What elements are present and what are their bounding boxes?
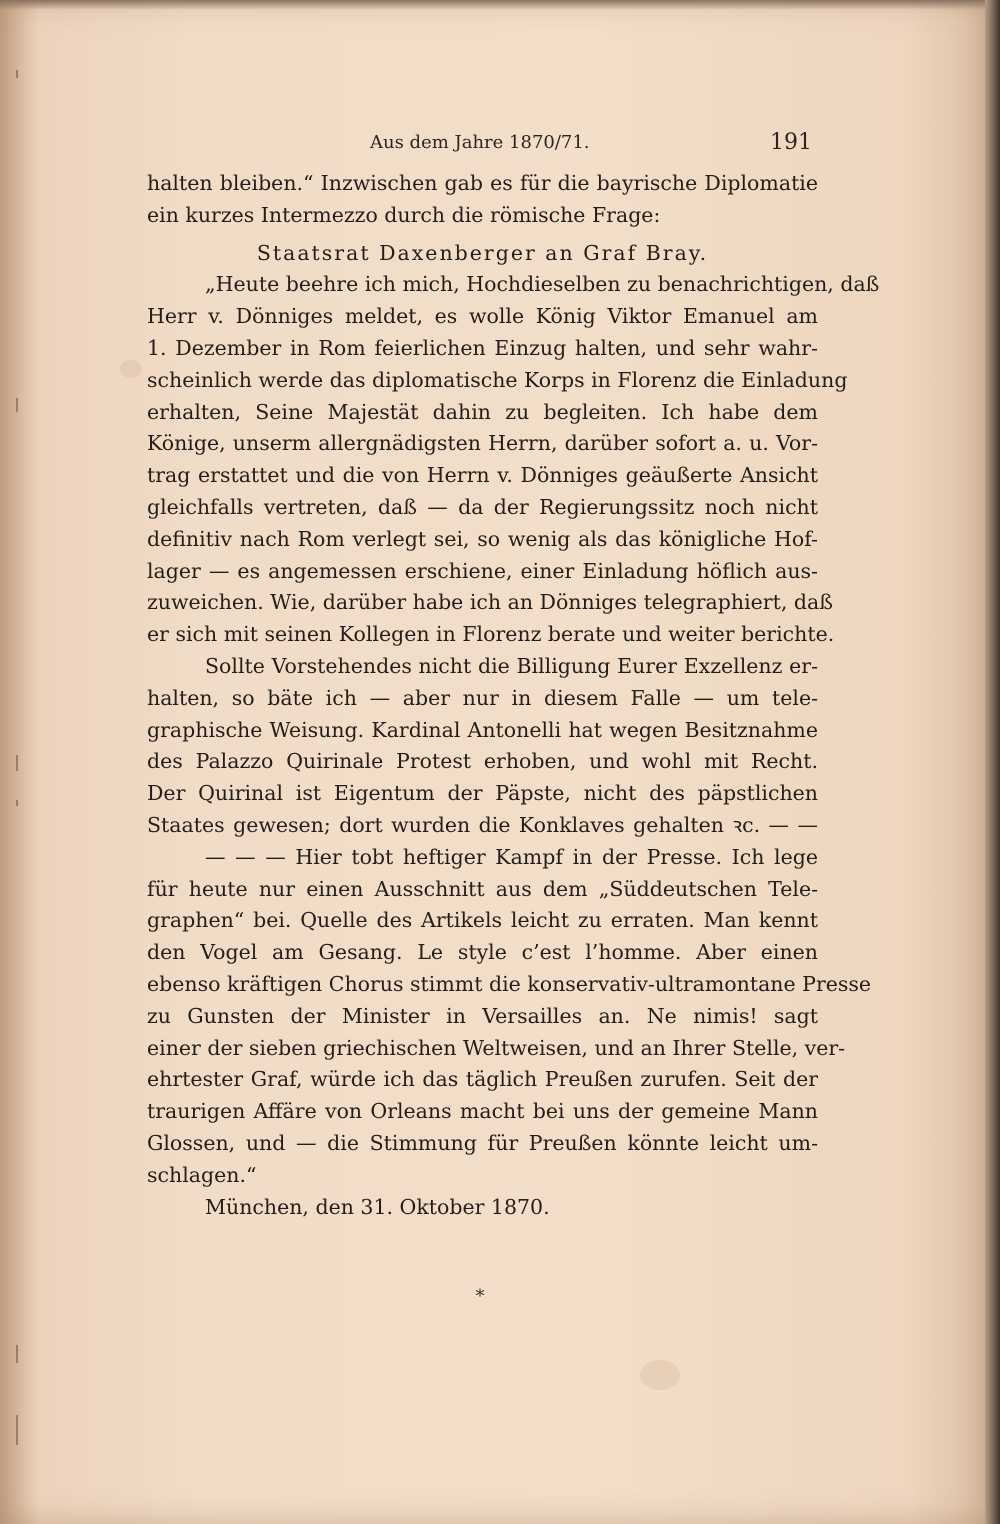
text-line: scheinlich werde das diplomatische Korps in Florenz die Einladung — [147, 367, 848, 392]
text-line: zuweichen. Wie, darüber habe ich an Dönniges telegraphiert, daß — [147, 590, 833, 615]
dateline: München, den 31. Oktober 1870. — [205, 1194, 550, 1219]
text-line: 1. Dezember in Rom feierlichen Einzug halten, und sehr wahr- — [147, 335, 818, 360]
section-heading: Staatsrat Daxenberger an Graf Bray. — [256, 240, 709, 265]
page-top-edge — [0, 0, 985, 10]
text-line: gleichfalls vertreten, daß — da der Regierungssitz noch nicht — [147, 494, 818, 519]
text-line: ehrtester Graf, würde ich das täglich Preußen zurufen. Seit der — [147, 1067, 818, 1092]
text-line: halten bleiben.“ Inzwischen gab es für die bayrische Diplomatie — [147, 171, 818, 195]
running-title: Aus dem Jahre 1870/71. — [370, 132, 590, 153]
text-line: Der Quirinal ist Eigentum der Päpste, nicht des päpstlichen — [147, 781, 818, 806]
text-line: erhalten, Seine Majestät dahin zu begleiten. Ich habe dem — [147, 399, 818, 424]
paper-stain — [640, 1360, 680, 1390]
gutter-mark — [16, 1415, 18, 1445]
text-line: zu Gunsten der Minister in Versailles an. Ne nimis! sagt — [147, 1003, 818, 1028]
text-line: — — — Hier tobt heftiger Kampf in der Presse. Ich lege — [205, 844, 818, 869]
running-header — [160, 126, 812, 160]
text-line: „Heute beehre ich mich, Hochdieselben zu benachrichtigen, daß — [205, 272, 880, 297]
text-line: halten, so bäte ich — aber nur in diesem Falle — um tele- — [147, 685, 818, 710]
text-line: Sollte Vorstehendes nicht die Billigung Eurer Exzellenz er- — [205, 653, 818, 678]
gutter-mark — [16, 70, 18, 78]
text-line: lager — es angemessen erschiene, einer Einladung höflich aus- — [147, 558, 818, 583]
text-line: Herr v. Dönniges meldet, es wolle König Viktor Emanuel am — [147, 304, 818, 329]
text-line: den Vogel am Gesang. Le style c’est l’homme. Aber einen — [147, 940, 818, 965]
paper-stain — [120, 360, 142, 378]
gutter-mark — [16, 1345, 18, 1363]
page-edge — [985, 0, 1000, 1524]
text-line: graphen“ bei. Quelle des Artikels leicht zu erraten. Man kennt — [147, 908, 818, 933]
text-line: trag erstattet und die von Herrn v. Dönniges geäußerte Ansicht — [147, 463, 818, 488]
gutter-mark — [16, 398, 18, 412]
body-text — [147, 168, 880, 1223]
text-line: Staates gewesen; dort wurden die Konklaves gehalten ꝛc. — — — [147, 812, 818, 837]
text-line: ebenso kräftigen Chorus stimmt die konservativ-ultramontane Presse — [147, 971, 872, 996]
text-line: einer der sieben griechischen Weltweisen, und an Ihrer Stelle, ver- — [147, 1035, 846, 1060]
text-line: traurigen Affäre von Orleans macht bei uns der gemeine Mann — [147, 1099, 818, 1124]
gutter-mark — [16, 800, 18, 806]
section-divider: * — [475, 1286, 485, 1307]
binding-gutter — [0, 0, 38, 1524]
page-number: 191 — [770, 130, 812, 155]
text-line: definitiv nach Rom verlegt sei, so wenig als das königliche Hof- — [147, 526, 818, 551]
text-line: schlagen.“ — [147, 1162, 257, 1187]
text-line: Könige, unserm allergnädigsten Herrn, darüber sofort a. u. Vor- — [147, 431, 818, 456]
text-line: des Palazzo Quirinale Protest erhoben, und wohl mit Recht. — [147, 749, 818, 774]
text-line: für heute nur einen Ausschnitt aus dem „Süddeutschen Tele- — [147, 876, 818, 901]
gutter-mark — [16, 755, 18, 771]
text-line: graphische Weisung. Kardinal Antonelli hat wegen Besitznahme — [147, 717, 818, 742]
text-line: er sich mit seinen Kollegen in Florenz berate und weiter berichte. — [147, 622, 835, 647]
text-line: ein kurzes Intermezzo durch die römische Frage: — [147, 202, 661, 227]
text-line: Glossen, und — die Stimmung für Preußen könnte leicht um- — [147, 1130, 818, 1155]
